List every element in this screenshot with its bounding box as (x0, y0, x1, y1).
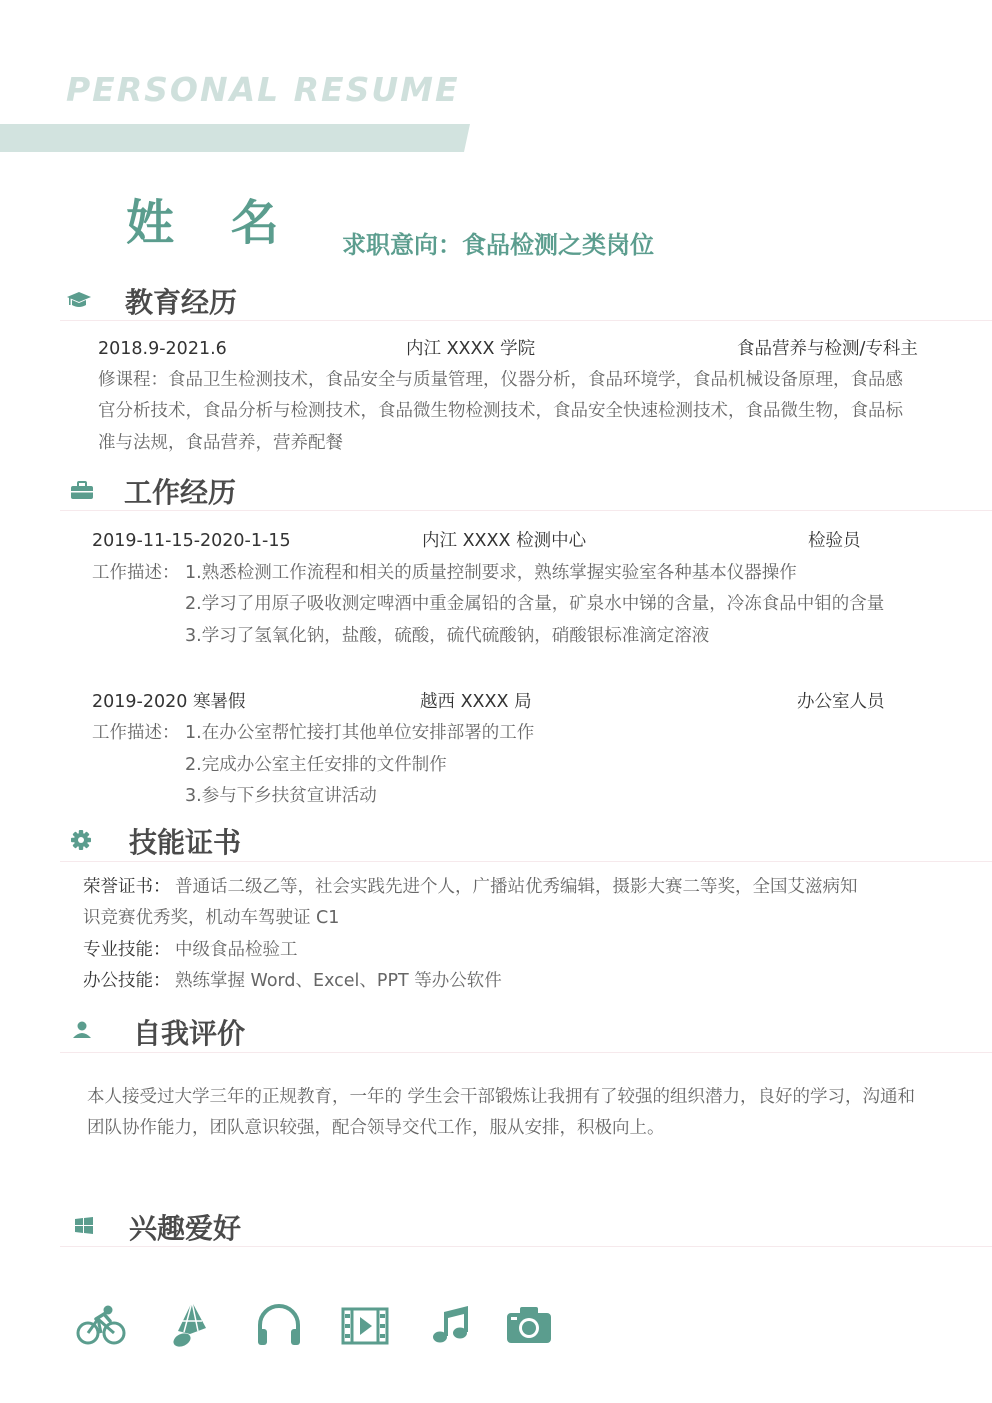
briefcase-icon (69, 477, 95, 503)
education-school: 内江 XXXX 学院 (406, 339, 536, 359)
banner-title: PERSONAL RESUME (66, 70, 460, 109)
honors-value: 普通话二级乙等，社会实践先进个人，广播站优秀编辑，摄影大赛二等奖，全国艾滋病知 (175, 877, 858, 897)
job-desc-label: 工作描述： (92, 723, 180, 743)
music-note-icon (424, 1299, 478, 1353)
office-skill-label: 办公技能： (83, 971, 171, 991)
job-org: 内江 XXXX 检测中心 (422, 531, 587, 551)
job-intent: 求职意向：食品检测之类岗位 (342, 231, 654, 259)
education-courses-line: 官分析技术，食品分析与检测技术，食品微生物检测技术，食品安全快速检测技术，食品微生物，食品标 (98, 401, 903, 421)
honors-value: 识竞赛优秀奖，机动车驾驶证 C1 (83, 908, 340, 928)
job-role: 检验员 (808, 531, 861, 551)
office-skill-value: 熟练掌握 Word、Excel、PPT 等办公软件 (175, 971, 502, 991)
job-period: 2019-2020 寒暑假 (92, 692, 246, 712)
section-divider (60, 1052, 992, 1053)
job-period: 2019-11-15-2020-1-15 (92, 531, 291, 551)
windows-grid-icon (72, 1213, 98, 1239)
self-eval-text: 本人接受过大学三年的正规教育，一年的 学生会干部锻炼让我拥有了较强的组织潜力，良好的学习，沟通和团队协作能力，团队意识较强，配合领导交代工作，服从安排，积极向上。 (87, 1087, 916, 1138)
honors-label: 荣誉证书： (83, 877, 171, 897)
skills-section-title: 技能证书 (129, 826, 242, 859)
job-desc-label: 工作描述： (92, 563, 180, 583)
job-desc-item: 2.学习了用原子吸收测定啤酒中重金属铅的含量，矿泉水中锑的含量，冷冻食品中钼的含量 (185, 594, 885, 614)
education-section-title: 教育经历 (125, 286, 238, 319)
job-role: 办公室人员 (797, 692, 885, 712)
education-courses-line: 修课程：食品卫生检测技术，食品安全与质量管理，仪器分析，食品环境学，食品机械设备原理，食品感 (98, 370, 903, 390)
pro-skill-value: 中级食品检验工 (175, 940, 298, 960)
section-divider (60, 320, 992, 321)
job-org: 越西 XXXX 局 (420, 692, 532, 712)
hobbies-section-title: 兴趣爱好 (129, 1212, 242, 1245)
camera-icon (502, 1299, 556, 1353)
work-section-title: 工作经历 (124, 476, 237, 509)
pro-skill-label: 专业技能： (83, 940, 171, 960)
section-divider (60, 861, 992, 862)
badminton-icon (166, 1299, 220, 1353)
job-desc-item: 1.熟悉检测工作流程和相关的质量控制要求，熟练掌握实验室各种基本仪器操作 (185, 563, 797, 583)
candidate-name: 姓 名 (126, 195, 299, 251)
graduation-cap-icon (66, 287, 92, 313)
headphones-icon (252, 1299, 306, 1353)
job-desc-item: 2.完成办公室主任安排的文件制作 (185, 755, 447, 775)
section-divider (60, 1246, 992, 1247)
film-icon (338, 1299, 392, 1353)
cycling-icon (74, 1299, 128, 1353)
education-major: 食品营养与检测/专科主 (737, 339, 918, 359)
banner-bar (0, 124, 470, 152)
person-icon (70, 1018, 96, 1044)
job-desc-item: 1.在办公室帮忙接打其他单位安排部署的工作 (185, 723, 535, 743)
section-divider (60, 510, 992, 511)
job-desc-item: 3.参与下乡扶贫宣讲活动 (185, 786, 377, 806)
education-courses-line: 准与法规，食品营养，营养配餐 (98, 433, 343, 453)
self-eval-section-title: 自我评价 (133, 1017, 246, 1050)
gear-icon (68, 827, 94, 853)
job-desc-item: 3.学习了氢氧化钠，盐酸，硫酸，硫代硫酸钠，硝酸银标准滴定溶液 (185, 626, 710, 646)
education-period: 2018.9-2021.6 (98, 339, 227, 359)
